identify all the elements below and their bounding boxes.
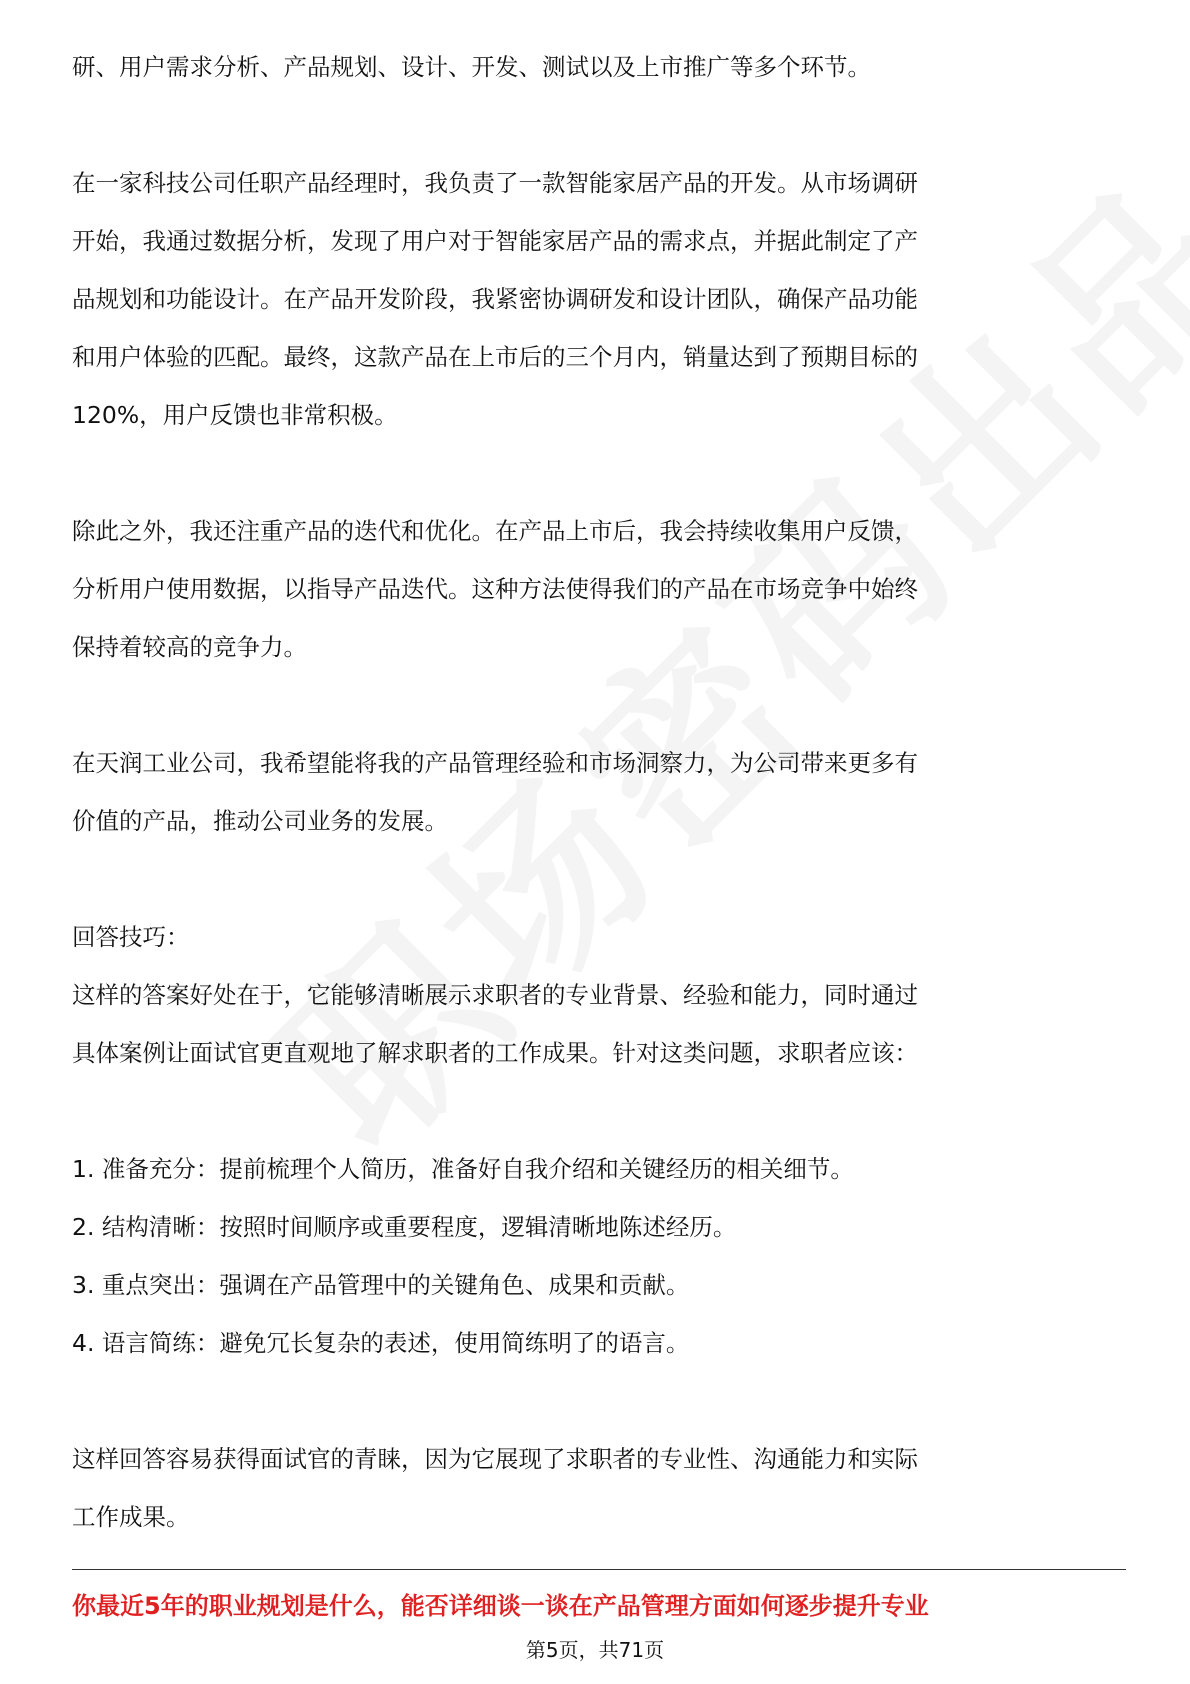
next-question-heading: 你最近5年的职业规划是什么，能否详细谈一谈在产品管理方面如何逐步提升专业 — [72, 1592, 929, 1620]
paragraph-line: 在一家科技公司任职产品经理时，我负责了一款智能家居产品的开发。从市场调研 — [72, 169, 918, 197]
paragraph-line: 除此之外，我还注重产品的迭代和优化。在产品上市后，我会持续收集用户反馈， — [72, 517, 918, 545]
paragraph-line: 工作成果。 — [72, 1503, 190, 1531]
list-item: 3. 重点突出：强调在产品管理中的关键角色、成果和贡献。 — [72, 1271, 690, 1299]
paragraph-line: 品规划和功能设计。在产品开发阶段，我紧密协调研发和设计团队，确保产品功能 — [72, 285, 918, 313]
paragraph-line: 价值的产品，推动公司业务的发展。 — [72, 807, 448, 835]
list-item: 2. 结构清晰：按照时间顺序或重要程度，逻辑清晰地陈述经历。 — [72, 1213, 737, 1241]
paragraph-line: 在天润工业公司，我希望能将我的产品管理经验和市场洞察力，为公司带来更多有 — [72, 749, 918, 777]
paragraph-line: 分析用户使用数据，以指导产品迭代。这种方法使得我们的产品在市场竞争中始终 — [72, 575, 918, 603]
paragraph-line: 开始，我通过数据分析，发现了用户对于智能家居产品的需求点，并据此制定了产 — [72, 227, 918, 255]
paragraph-line: 保持着较高的竞争力。 — [72, 633, 307, 661]
paragraph-line: 和用户体验的匹配。最终，这款产品在上市后的三个月内，销量达到了预期目标的 — [72, 343, 918, 371]
paragraph-line: 这样的答案好处在于，它能够清晰展示求职者的专业背景、经验和能力，同时通过 — [72, 981, 918, 1009]
document-body — [72, 38, 1122, 1546]
list-item: 1. 准备充分：提前梳理个人简历，准备好自我介绍和关键经历的相关细节。 — [72, 1155, 854, 1183]
paragraph-line: 具体案例让面试官更直观地了解求职者的工作成果。针对这类问题，求职者应该： — [72, 1039, 918, 1067]
page-number: 第5页，共71页 — [525, 1638, 665, 1662]
list-item: 4. 语言简练：避免冗长复杂的表述，使用简练明了的语言。 — [72, 1329, 690, 1357]
paragraph-line: 这样回答容易获得面试官的青睐，因为它展现了求职者的专业性、沟通能力和实际 — [72, 1445, 918, 1473]
tips-heading: 回答技巧： — [72, 923, 190, 951]
section-divider — [72, 1569, 1126, 1570]
paragraph-line: 120%，用户反馈也非常积极。 — [72, 401, 398, 429]
paragraph-line: 研、用户需求分析、产品规划、设计、开发、测试以及上市推广等多个环节。 — [72, 53, 871, 81]
